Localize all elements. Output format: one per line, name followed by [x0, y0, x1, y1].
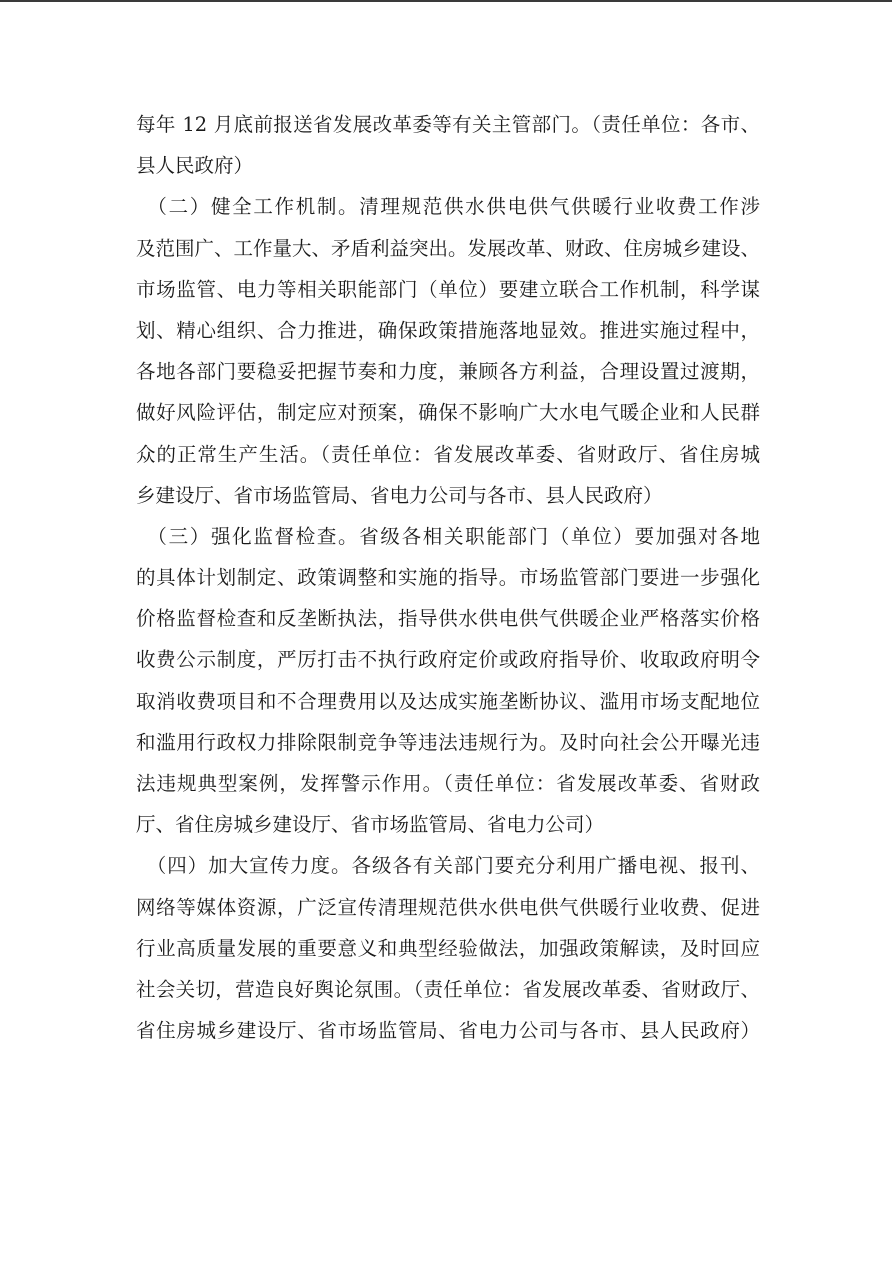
document-body [136, 104, 760, 1051]
paragraph-section-3 [136, 516, 760, 846]
text-line: 法违规典型案例，发挥警示作用。（责任单位：省发展改革委、省财政 [136, 772, 760, 795]
text-line: 县人民政府） [136, 154, 254, 178]
section-heading-line: （四）加大宣传力度。各级各有关部门要充分利用广播电视、报刊、 [136, 854, 760, 878]
text-line: 省住房城乡建设厅、省市场监管局、省电力公司与各市、县人民政府） [136, 1019, 760, 1043]
text-line: 做好风险评估，制定应对预案，确保不影响广大水电气暖企业和人民群 [136, 401, 760, 425]
paragraph-section-4 [136, 845, 760, 1051]
text-line: 和滥用行政权力排除限制竞争等违法违规行为。及时向社会公开曝光违 [136, 730, 760, 754]
section-heading-line: （二）健全工作机制。清理规范供水供电供气供暖行业收费工作涉 [136, 195, 760, 219]
paragraph-section-2 [136, 186, 760, 516]
text-line: 网络等媒体资源，广泛宣传清理规范供水供电供气供暖行业收费、促进 [136, 895, 760, 919]
text-line: 取消收费项目和不合理费用以及达成实施垄断协议、滥用市场支配地位 [136, 689, 760, 713]
text-line: 划、精心组织、合力推进，确保政策措施落地显效。推进实施过程中， [136, 318, 760, 342]
text-line: 各地各部门要稳妥把握节奏和力度，兼顾各方利益，合理设置过渡期， [136, 360, 760, 384]
page-top-border [0, 0, 892, 2]
text-line: 每年 12 月底前报送省发展改革委等有关主管部门。（责任单位：各市、 [136, 113, 760, 136]
section-heading-line: （三）强化监督检查。省级各相关职能部门（单位）要加强对各地 [136, 524, 760, 548]
text-line: 众的正常生产生活。（责任单位：省发展改革委、省财政厅、省住房城 [136, 442, 760, 466]
text-line: 及范围广、工作量大、矛盾利益突出。发展改革、财政、住房城乡建设、 [136, 236, 761, 260]
text-line: 厅、省住房城乡建设厅、省市场监管局、省电力公司） [136, 813, 605, 837]
text-line: 乡建设厅、省市场监管局、省电力公司与各市、县人民政府） [136, 483, 663, 507]
paragraph-continuation [136, 104, 760, 186]
text-line: 社会关切，营造良好舆论氛围。（责任单位：省发展改革委、省财政厅、 [136, 977, 760, 1001]
text-line: 市场监管、电力等相关职能部门（单位）要建立联合工作机制，科学谋 [136, 277, 760, 301]
text-line: 的具体计划制定、政策调整和实施的指导。市场监管部门要进一步强化 [136, 566, 760, 590]
text-line: 收费公示制度，严厉打击不执行政府定价或政府指导价、收取政府明令 [136, 648, 760, 672]
text-line: 行业高质量发展的重要意义和典型经验做法，加强政策解读，及时回应 [136, 936, 760, 960]
text-line: 价格监督检查和反垄断执法，指导供水供电供气供暖企业严格落实价格 [136, 607, 760, 631]
